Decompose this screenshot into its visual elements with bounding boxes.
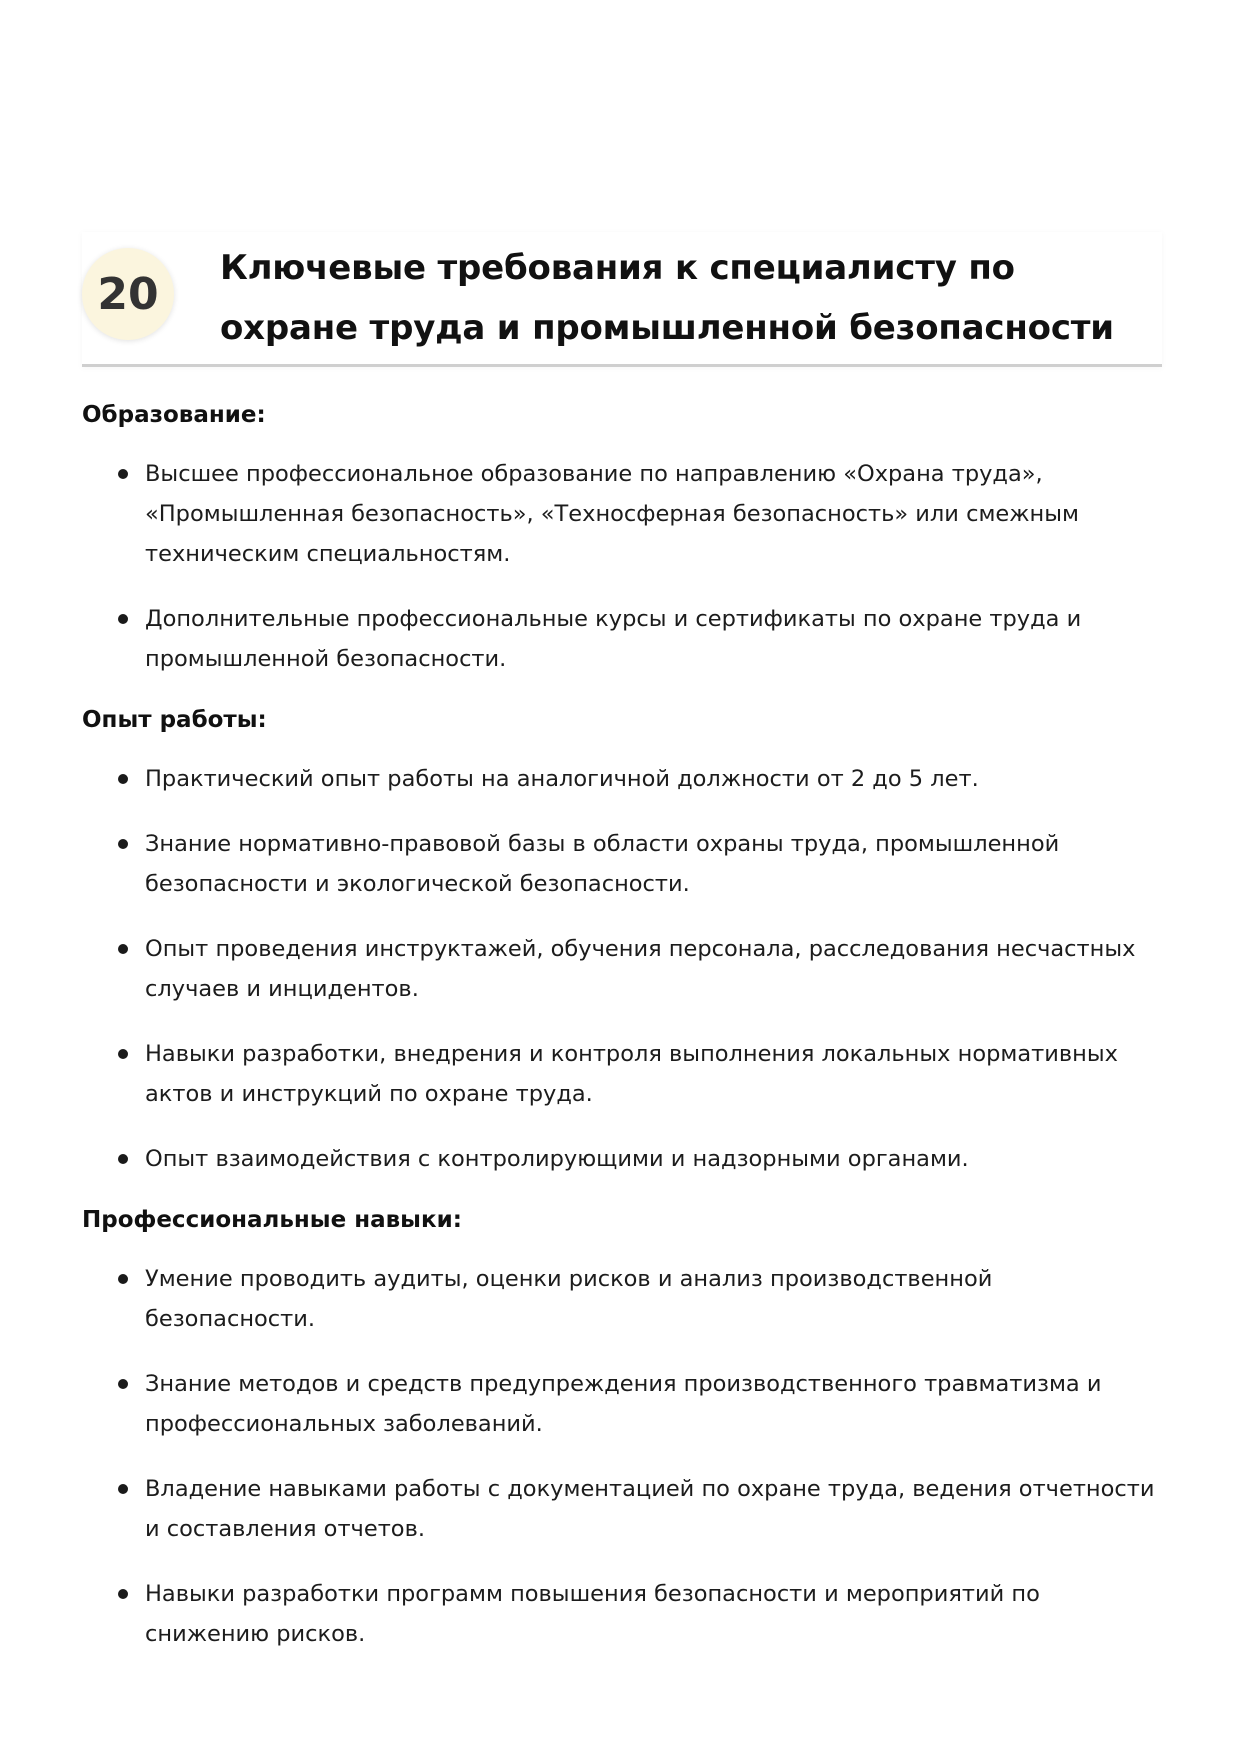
bullet-icon	[118, 1589, 128, 1599]
experience-list	[82, 759, 1162, 1179]
section-number-badge: 20	[82, 248, 174, 340]
list-item-text: Дополнительные профессиональные курсы и сертификаты по охране труда и промышленной безопасности.	[145, 606, 1082, 672]
list-item	[82, 1469, 1162, 1549]
list-item-text: Знание методов и средств предупреждения производственного травматизма и профессиональных заболеваний.	[145, 1371, 1102, 1437]
list-item-text: Практический опыт работы на аналогичной должности от 2 до 5 лет.	[145, 766, 979, 792]
list-item	[82, 1259, 1162, 1339]
requirements-content	[82, 400, 1162, 1680]
list-item-text: Знание нормативно-правовой базы в области охраны труда, промышленной безопасности и экологической безопасности.	[145, 831, 1060, 897]
section-title-skills: Профессиональные навыки:	[82, 1207, 462, 1233]
list-item	[82, 759, 1162, 799]
section-title-experience: Опыт работы:	[82, 707, 267, 733]
list-item	[82, 1364, 1162, 1444]
list-item-text: Навыки разработки программ повышения безопасности и мероприятий по снижению рисков.	[145, 1581, 1040, 1647]
education-list	[82, 454, 1162, 679]
list-item	[82, 929, 1162, 1009]
section-header	[82, 232, 1162, 367]
bullet-icon	[118, 1274, 128, 1284]
list-item-text: Навыки разработки, внедрения и контроля выполнения локальных нормативных актов и инструкций по охране труда.	[145, 1041, 1118, 1107]
list-item	[82, 1034, 1162, 1114]
bullet-icon	[118, 774, 128, 784]
section-title-education: Образование:	[82, 402, 266, 428]
list-item	[82, 1139, 1162, 1179]
list-item-text: Опыт проведения инструктажей, обучения персонала, расследования несчастных случаев и инцидентов.	[145, 936, 1136, 1002]
list-item-text: Умение проводить аудиты, оценки рисков и анализ производственной безопасности.	[145, 1266, 993, 1332]
bullet-icon	[118, 1049, 128, 1059]
list-item	[82, 1574, 1162, 1654]
list-item-text: Опыт взаимодействия с контролирующими и надзорными органами.	[145, 1146, 969, 1172]
list-item-text: Высшее профессиональное образование по направлению «Охрана труда», «Промышленная безопасность», «Техносферная безопасность» или смежным техническим специальностям.	[145, 461, 1079, 567]
list-item	[82, 824, 1162, 904]
bullet-icon	[118, 1154, 128, 1164]
bullet-icon	[118, 839, 128, 849]
bullet-icon	[118, 469, 128, 479]
skills-list	[82, 1259, 1162, 1654]
bullet-icon	[118, 1379, 128, 1389]
bullet-icon	[118, 944, 128, 954]
bullet-icon	[118, 1484, 128, 1494]
page-title: Ключевые требования к специалисту по охране труда и промышленной безопасности	[220, 248, 1114, 348]
bullet-icon	[118, 614, 128, 624]
list-item	[82, 599, 1162, 679]
list-item-text: Владение навыками работы с документацией по охране труда, ведения отчетности и составления отчетов.	[145, 1476, 1155, 1542]
list-item	[82, 454, 1162, 574]
